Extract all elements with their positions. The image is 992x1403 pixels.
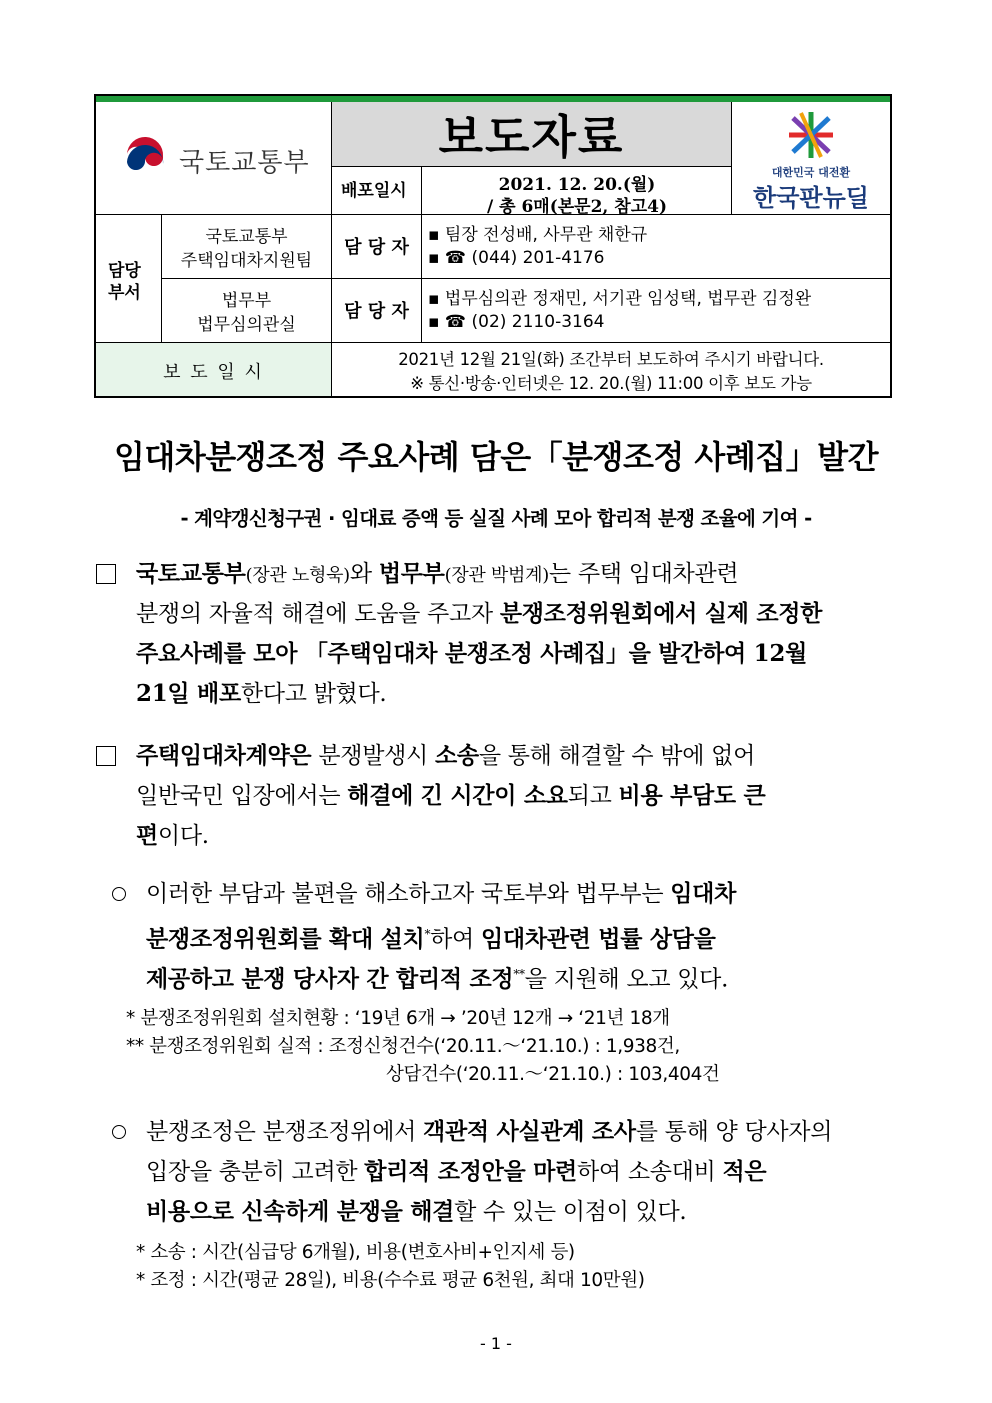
new-deal-tagline: 대한민국 대전환	[771, 166, 851, 179]
note1-line1: * 분쟁조정위원회 설치현황 : ‘19년 6개 → ’20년 12개 → ‘21년 18개	[126, 1008, 670, 1029]
dept1-phone: ▪ ☎ (044) 201-4176	[428, 248, 605, 268]
dept2-phone: ▪ ☎ (02) 2110-3164	[428, 312, 605, 332]
note2-line1: * 소송 : 시간(심급당 6개월), 비용(변호사비+인지세 등)	[136, 1242, 575, 1263]
release-label: 배포일시	[341, 181, 407, 201]
molit-logo	[121, 134, 321, 184]
report-label: 보 도 일 시	[163, 362, 264, 383]
new-deal-text: 한국판뉴딜	[753, 184, 869, 212]
report-line-2: ※ 통신·방송·인터넷은 12. 20.(월) 11:00 이후 보도 가능	[410, 374, 812, 393]
para3-line3: 제공하고 분쟁 당사자 간 합리적 조정**을 지원해 오고 있다.	[146, 965, 729, 993]
para3-line1: 이러한 부담과 불편을 해소하고자 국토부와 법무부는 임대차	[146, 880, 737, 907]
note1-line3: 상담건수(‘20.11.～‘21.10.) : 103,404건	[386, 1064, 720, 1085]
press-release-header	[94, 94, 892, 398]
new-deal-star-icon	[781, 110, 841, 160]
para1-line3: 주요사례를 모아 「주택임대차 분쟁조정 사례집」을 발간하여 12월	[136, 640, 808, 667]
para2-line1: 주택임대차계약은 분쟁발생시 소송을 통해 해결할 수 밖에 없어	[136, 742, 755, 769]
para4-line1: 분쟁조정은 분쟁조정위에서 객관적 사실관계 조사를 통해 양 당사자의	[146, 1118, 833, 1145]
dept2-office: 법무심의관실	[197, 315, 296, 335]
dept1-team: 주택임대차지원팀	[180, 251, 313, 271]
para4-line2: 입장을 충분히 고려한 합리적 조정안을 마련하여 소송대비 적은	[146, 1158, 767, 1185]
para3-line2: 분쟁조정위원회를 확대 설치*하여 임대차관련 법률 상담을	[146, 925, 716, 953]
para2-line3: 편이다.	[136, 822, 209, 849]
page-title: 보도자료	[438, 110, 625, 164]
dept-label-2: 부서	[108, 283, 141, 303]
headline: 임대차분쟁조정 주요사례 담은「분쟁조정 사례집」발간	[114, 438, 878, 476]
report-line-1: 2021년 12월 21일(화) 조간부터 보도하여 주시기 바랍니다.	[398, 350, 824, 369]
subheadline: - 계약갱신청구권 · 임대료 증액 등 실질 사례 모아 합리적 분쟁 조율에 기여 -	[180, 507, 812, 530]
note2-line2: * 조정 : 시간(평균 28일), 비용(수수료 평균 6천원, 최대 10만원)	[136, 1270, 645, 1291]
taegeuk-icon	[121, 134, 169, 182]
release-date: 2021. 12. 20.(월)	[498, 175, 656, 195]
contact-label-2: 담 당 자	[344, 301, 409, 322]
checkbox-bullet-2	[96, 746, 116, 766]
para4-line3: 비용으로 신속하게 분쟁을 해결할 수 있는 이점이 있다.	[146, 1198, 687, 1225]
dept2-org: 법무부	[221, 291, 272, 311]
circle-bullet-2	[112, 1125, 126, 1139]
para1-line2: 분쟁의 자율적 해결에 도움을 주고자 분쟁조정위원회에서 실제 조정한	[136, 600, 823, 627]
page-number: - 1 -	[480, 1334, 512, 1353]
para1-line4: 21일 배포한다고 밝혔다.	[136, 680, 387, 707]
page-count: / 총 6매(본문2, 참고4)	[487, 197, 667, 217]
dept2-person: ▪ 법무심의관 정재민, 서기관 임성택, 법무관 김정완	[428, 289, 812, 309]
contact-label-1: 담 당 자	[344, 237, 409, 258]
title-cell	[332, 102, 731, 166]
dept1-person: ▪ 팀장 전성배, 사무관 채한규	[428, 225, 648, 245]
checkbox-bullet-1	[96, 564, 116, 584]
dept1-org: 국토교통부	[205, 227, 288, 247]
org-logo-text: 국토교통부	[179, 148, 310, 178]
dept-label-1: 담당	[108, 261, 141, 281]
circle-bullet-1	[112, 887, 126, 901]
para1-line1: 국토교통부(장관 노형욱)와 법무부(장관 박범계)는 주택 임대차관련	[136, 560, 739, 587]
para2-line2: 일반국민 입장에서는 해결에 긴 시간이 소요되고 비용 부담도 큰	[136, 782, 766, 809]
korean-new-deal-logo	[732, 102, 890, 214]
note1-line2: ** 분쟁조정위원회 실적 : 조정신청건수(‘20.11.～‘21.10.) : 1,938건,	[126, 1036, 680, 1057]
